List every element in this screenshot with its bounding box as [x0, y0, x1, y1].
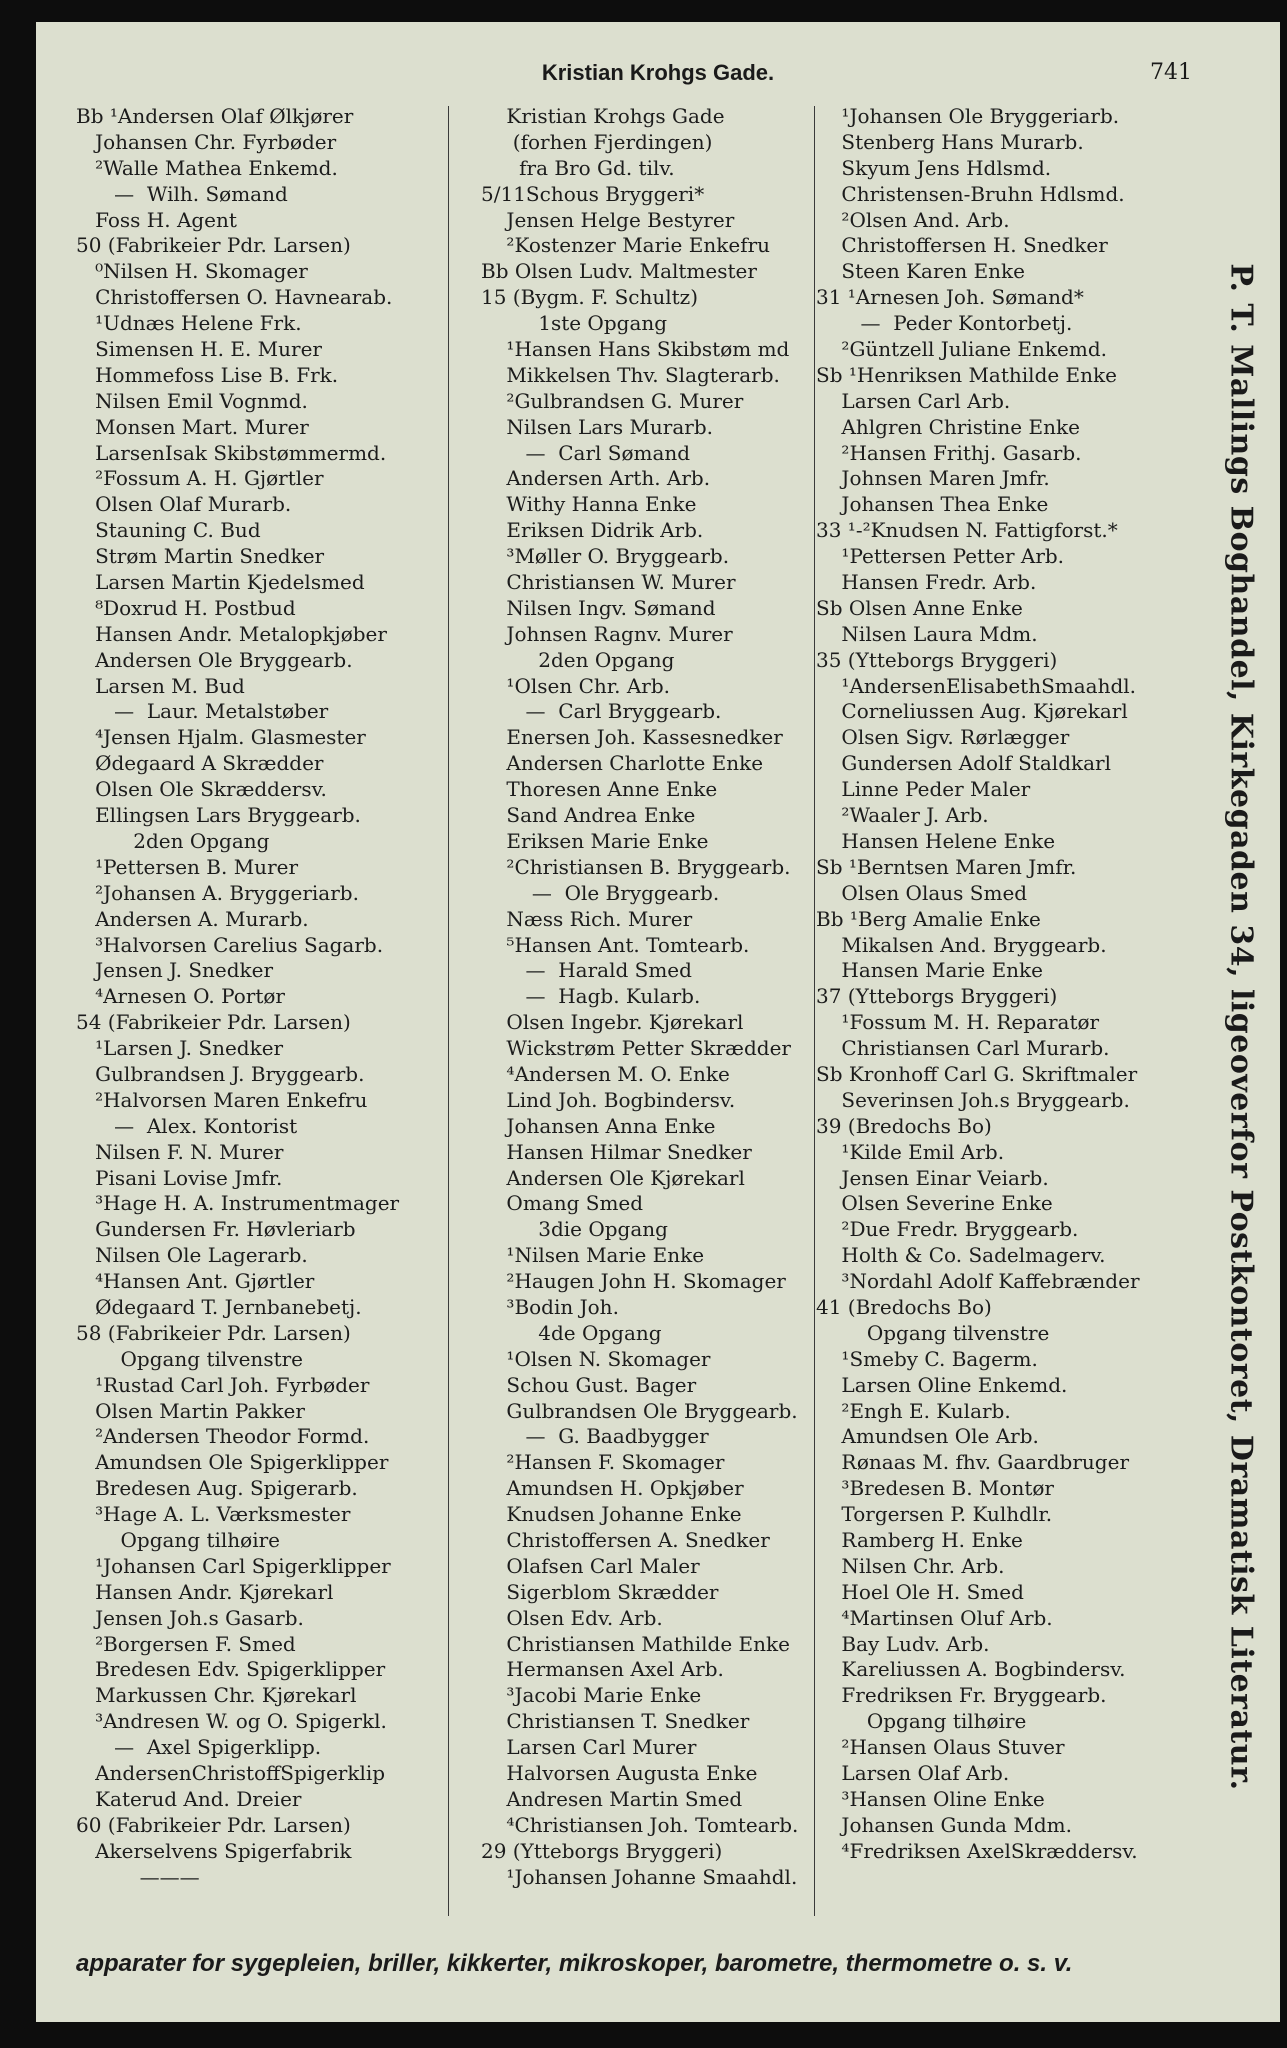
- directory-entry: ———: [76, 1864, 200, 1889]
- directory-entry: Ødegaard T. Jernbanebetj.: [76, 1294, 362, 1319]
- directory-entry: 54 (Fabrikeier Pdr. Larsen): [76, 1010, 351, 1035]
- directory-entry: Hommefoss Lise B. Frk.: [76, 362, 339, 387]
- directory-entry: Corneliussen Aug. Kjørekarl: [816, 699, 1128, 724]
- directory-entry: Withy Hanna Enke: [481, 492, 697, 517]
- directory-entry: Johansen Anna Enke: [481, 1113, 716, 1138]
- directory-entry: Johansen Gunda Mdm.: [816, 1812, 1072, 1837]
- directory-entry: ²Borgersen F. Smed: [76, 1631, 296, 1656]
- directory-entry: Enersen Joh. Kassesnedker: [481, 725, 783, 750]
- column-3: [816, 104, 1176, 1865]
- directory-entry: ¹AndersenElisabethSmaahdl.: [816, 673, 1137, 698]
- directory-entry: Christiansen W. Murer: [481, 570, 736, 595]
- directory-entry: Olsen Sigv. Rørlægger: [816, 725, 1070, 750]
- directory-entry: Halvorsen Augusta Enke: [481, 1761, 758, 1785]
- directory-entry: Jensen J. Snedker: [76, 958, 274, 983]
- directory-entry: — Laur. Metalstøber: [76, 699, 329, 724]
- directory-entry: ³Halvorsen Carelius Sagarb.: [76, 932, 384, 957]
- directory-entry: ¹Johansen Carl Spigerklipper: [76, 1553, 391, 1578]
- directory-entry: Amundsen H. Opkjøber: [481, 1476, 744, 1501]
- directory-entry: ¹Fossum M. H. Reparatør: [816, 1010, 1100, 1035]
- directory-entry: 35 (Ytteborgs Bryggeri): [816, 647, 1058, 672]
- directory-entry: ¹Rustad Carl Joh. Fyrbøder: [76, 1372, 370, 1397]
- directory-entry: 58 (Fabrikeier Pdr. Larsen): [76, 1320, 351, 1345]
- directory-entry: Sigerblom Skrædder: [481, 1579, 719, 1604]
- directory-entry: ¹Johansen Ole Bryggeriarb.: [816, 104, 1120, 128]
- directory-entry: Opgang tilhøire: [816, 1709, 1027, 1734]
- directory-entry: Hansen Andr. Kjørekarl: [76, 1579, 334, 1604]
- directory-entry: ²Hansen Olaus Stuver: [816, 1735, 1065, 1760]
- directory-entry: 2den Opgang: [481, 647, 675, 672]
- directory-entry: Bredesen Aug. Spigerarb.: [76, 1476, 358, 1501]
- directory-entry: Nilsen Chr. Arb.: [816, 1553, 1005, 1578]
- directory-entry: Bredesen Edv. Spigerklipper: [76, 1657, 386, 1682]
- directory-entry: Akerselvens Spigerfabrik: [76, 1838, 352, 1863]
- directory-entry: ⁴Martinsen Oluf Arb.: [816, 1605, 1053, 1630]
- directory-entry: Mikkelsen Thv. Slagterarb.: [481, 362, 780, 387]
- directory-entry: Gundersen Adolf Staldkarl: [816, 751, 1112, 776]
- directory-entry: ³Hage A. L. Værksmester: [76, 1502, 351, 1527]
- directory-entry: Pisani Lovise Jmfr.: [76, 1165, 283, 1190]
- page-number: 741: [1150, 60, 1192, 85]
- directory-entry: ³Hansen Oline Enke: [816, 1786, 1045, 1811]
- directory-entry: Bb ¹Berg Amalie Enke: [816, 906, 1041, 931]
- directory-entry: Johansen Chr. Fyrbøder: [76, 129, 337, 154]
- directory-entry: Hansen Hilmar Snedker: [481, 1139, 752, 1164]
- directory-entry: Monsen Mart. Murer: [76, 414, 309, 439]
- directory-entry: ¹Hansen Hans Skibstøm md: [481, 337, 790, 362]
- directory-entry: Nilsen Emil Vognmd.: [76, 388, 308, 413]
- directory-entry: Stenberg Hans Murarb.: [816, 129, 1084, 154]
- directory-entry: Ahlgren Christine Enke: [816, 414, 1080, 439]
- directory-entry: ⁴Hansen Ant. Gjørtler: [76, 1269, 315, 1294]
- directory-entry: Katerud And. Dreier: [76, 1786, 302, 1811]
- directory-entry: Gundersen Fr. Høvleriarb: [76, 1217, 356, 1242]
- directory-entry: Gulbrandsen Ole Bryggearb.: [481, 1398, 798, 1423]
- directory-entry: 60 (Fabrikeier Pdr. Larsen): [76, 1812, 351, 1837]
- directory-entry: ³Hage H. A. Instrumentmager: [76, 1191, 400, 1216]
- side-advertisement-text: P. T. Mallings Boghandel, Kirkegaden 34, ligeoverfor Postkontoret, Dramatisk Literatur.: [1223, 263, 1259, 1791]
- directory-entry: (forhen Fjerdingen): [481, 129, 713, 154]
- directory-entry: ²Johansen A. Bryggeriarb.: [76, 880, 359, 905]
- directory-entry: Christiansen T. Snedker: [481, 1709, 750, 1734]
- directory-entry: — Peder Kontorbetj.: [816, 311, 1073, 336]
- directory-entry: AndersenChristoffSpigerklip: [76, 1761, 386, 1785]
- directory-entry: Hansen Marie Enke: [816, 958, 1044, 983]
- directory-entry: — Axel Spigerklipp.: [76, 1735, 322, 1760]
- directory-entry: Christiansen Mathilde Enke: [481, 1631, 790, 1656]
- directory-entry: Strøm Martin Snedker: [76, 544, 325, 569]
- directory-entry: Nilsen Ingv. Sømand: [481, 595, 716, 620]
- directory-entry: ²Engh E. Kularb.: [816, 1398, 1011, 1423]
- page-title: Kristian Krohgs Gade.: [541, 60, 775, 85]
- directory-entry: ⁰Nilsen H. Skomager: [76, 259, 308, 284]
- directory-entry: ²Christiansen B. Bryggearb.: [481, 854, 791, 879]
- directory-entry: Lind Joh. Bogbindersv.: [481, 1087, 736, 1112]
- directory-entry: Andersen Ole Bryggearb.: [76, 647, 353, 672]
- directory-entry: — Alex. Kontorist: [76, 1113, 298, 1138]
- directory-entry: Olsen Olaus Smed: [816, 880, 1028, 905]
- directory-entry: fra Bro Gd. tilv.: [481, 155, 675, 180]
- directory-entry: Thoresen Anne Enke: [481, 777, 718, 802]
- directory-entry: ¹Kilde Emil Arb.: [816, 1139, 1005, 1164]
- directory-entry: ²Andersen Theodor Formd.: [76, 1424, 370, 1449]
- directory-entry: 41 (Bredochs Bo): [816, 1294, 992, 1319]
- directory-entry: ²Kostenzer Marie Enkefru: [481, 233, 771, 258]
- directory-entry: ¹Olsen N. Skomager: [481, 1346, 711, 1371]
- directory-entry: — Carl Sømand: [481, 440, 691, 465]
- directory-entry: Sb Kronhoff Carl G. Skriftmaler: [816, 1061, 1138, 1086]
- directory-entry: ¹Pettersen Petter Arb.: [816, 544, 1065, 569]
- directory-entry: ²Olsen And. Arb.: [816, 207, 1010, 232]
- directory-entry: Olsen Severine Enke: [816, 1191, 1053, 1216]
- footer-advertisement: apparater for sygepleien, briller, kikkerter, mikroskoper, barometre, thermometre o. s. v.: [76, 1950, 1073, 1977]
- directory-entry: Simensen H. E. Murer: [76, 337, 322, 362]
- directory-entry: 15 (Bygm. F. Schultz): [481, 285, 699, 310]
- directory-entry: 31 ¹Arnesen Joh. Sømand*: [816, 285, 1084, 310]
- directory-entry: ²Due Fredr. Bryggearb.: [816, 1217, 1079, 1242]
- directory-entry: ¹Nilsen Marie Enke: [481, 1243, 705, 1268]
- directory-entry: — Carl Bryggearb.: [481, 699, 722, 724]
- directory-entry: Nilsen Lars Murarb.: [481, 414, 714, 439]
- directory-entry: — Ole Bryggearb.: [481, 880, 720, 905]
- directory-entry: ³Andresen W. og O. Spigerkl.: [76, 1709, 387, 1734]
- directory-entry: Eriksen Didrik Arb.: [481, 518, 704, 543]
- directory-entry: Stauning C. Bud: [76, 518, 261, 543]
- directory-entry: Larsen Carl Murer: [481, 1735, 697, 1760]
- directory-entry: Rønaas M. fhv. Gaardbruger: [816, 1450, 1129, 1475]
- directory-entry: Steen Karen Enke: [816, 259, 1026, 284]
- directory-entry: ⁸Doxrud H. Postbud: [76, 595, 296, 620]
- directory-entry: ²Gulbrandsen G. Murer: [481, 388, 744, 413]
- directory-entry: ³Jacobi Marie Enke: [481, 1683, 702, 1708]
- directory-entry: Olsen Edv. Arb.: [481, 1605, 663, 1630]
- directory-entry: Sand Andrea Enke: [481, 803, 696, 828]
- directory-entry: ¹Pettersen B. Murer: [76, 854, 299, 879]
- directory-entry: Olsen Ole Skræddersv.: [76, 777, 327, 802]
- directory-entry: Hansen Andr. Metalopkjøber: [76, 621, 387, 646]
- directory-entry: Christensen-Bruhn Hdlsmd.: [816, 181, 1125, 206]
- directory-entry: Fredriksen Fr. Bryggearb.: [816, 1683, 1107, 1708]
- directory-entry: Holth & Co. Sadelmagerv.: [816, 1243, 1106, 1268]
- directory-entry: Torgersen P. Kulhdlr.: [816, 1502, 1053, 1527]
- directory-entry: ²Fossum A. H. Gjørtler: [76, 466, 324, 491]
- directory-entry: ²Hansen F. Skomager: [481, 1450, 725, 1475]
- directory-entry: Mikalsen And. Bryggearb.: [816, 932, 1107, 957]
- directory-entry: Sb ¹Henriksen Mathilde Enke: [816, 362, 1117, 387]
- directory-entry: Larsen Martin Kjedelsmed: [76, 570, 365, 595]
- directory-entry: ²Güntzell Juliane Enkemd.: [816, 337, 1107, 362]
- directory-entry: ²Halvorsen Maren Enkefru: [76, 1087, 368, 1112]
- directory-entry: 5/11Schous Bryggeri*: [481, 181, 705, 206]
- directory-entry: Markussen Chr. Kjørekarl: [76, 1683, 357, 1708]
- directory-entry: Ramberg H. Enke: [816, 1527, 1023, 1552]
- directory-entry: ¹Olsen Chr. Arb.: [481, 673, 671, 698]
- directory-entry: Andersen Charlotte Enke: [481, 751, 764, 776]
- column-1: [76, 104, 436, 1890]
- directory-entry: ¹Larsen J. Snedker: [76, 1036, 284, 1061]
- directory-entry: Hoel Ole H. Smed: [816, 1579, 1024, 1604]
- directory-entry: Skyum Jens Hdlsmd.: [816, 155, 1052, 180]
- directory-entry: ³Bodin Joh.: [481, 1294, 619, 1319]
- directory-entry: Jensen Joh.s Gasarb.: [76, 1605, 304, 1630]
- directory-entry: Christiansen Carl Murarb.: [816, 1036, 1110, 1061]
- directory-entry: Olafsen Carl Maler: [481, 1553, 700, 1578]
- directory-entry: — Harald Smed: [481, 958, 692, 983]
- directory-entry: Næss Rich. Murer: [481, 906, 693, 931]
- directory-entry: Gulbrandsen J. Bryggearb.: [76, 1061, 365, 1086]
- directory-entry: Larsen Olaf Arb.: [816, 1761, 1010, 1785]
- directory-entry: Hansen Helene Enke: [816, 828, 1056, 853]
- directory-entry: Johnsen Ragnv. Murer: [481, 621, 733, 646]
- directory-entry: Kareliussen A. Bogbindersv.: [816, 1657, 1126, 1682]
- directory-entry: Andresen Martin Smed: [481, 1786, 743, 1811]
- directory-entry: Schou Gust. Bager: [481, 1372, 697, 1397]
- directory-entry: Olsen Ingebr. Kjørekarl: [481, 1010, 744, 1035]
- directory-entry: ⁴Jensen Hjalm. Glasmester: [76, 725, 366, 750]
- directory-entry: ⁴Andersen M. O. Enke: [481, 1061, 730, 1086]
- directory-entry: 3die Opgang: [481, 1217, 668, 1242]
- directory-entry: ¹Johansen Johanne Smaahdl.: [481, 1864, 798, 1889]
- directory-entry: Severinsen Joh.s Bryggearb.: [816, 1087, 1130, 1112]
- directory-entry: Amundsen Ole Arb.: [816, 1424, 1039, 1449]
- directory-entry: — Hagb. Kularb.: [481, 984, 701, 1009]
- directory-entry: Olsen Martin Pakker: [76, 1398, 305, 1423]
- directory-page: [36, 22, 1280, 2022]
- directory-entry: Hansen Fredr. Arb.: [816, 570, 1037, 595]
- directory-entry: Nilsen Ole Lagerarb.: [76, 1243, 308, 1268]
- directory-entry: Opgang tilvenstre: [816, 1320, 1050, 1345]
- directory-entry: Bb ¹Andersen Olaf Ølkjører: [76, 104, 354, 128]
- directory-entry: Linne Peder Maler: [816, 777, 1031, 802]
- directory-entry: ²Walle Mathea Enkemd.: [76, 155, 338, 180]
- directory-entry: 50 (Fabrikeier Pdr. Larsen): [76, 233, 351, 258]
- directory-entry: ²Waaler J. Arb.: [816, 803, 989, 828]
- directory-entry: LarsenIsak Skibstømmermd.: [76, 440, 387, 465]
- side-advertisement: [1211, 142, 1271, 1912]
- directory-entry: Wickstrøm Petter Skrædder: [481, 1036, 791, 1061]
- directory-entry: Christoffersen A. Snedker: [481, 1527, 770, 1552]
- directory-entry: Eriksen Marie Enke: [481, 828, 709, 853]
- directory-entry: Bay Ludv. Arb.: [816, 1631, 990, 1656]
- directory-entry: Ødegaard A Skrædder: [76, 751, 324, 776]
- directory-entry: Larsen Oline Enkemd.: [816, 1372, 1068, 1397]
- directory-entry: 4de Opgang: [481, 1320, 662, 1345]
- directory-entry: Nilsen F. N. Murer: [76, 1139, 284, 1164]
- directory-entry: ⁴Fredriksen AxelSkræddersv.: [816, 1838, 1138, 1863]
- column-divider: [448, 106, 449, 1916]
- directory-entry: Kristian Krohgs Gade: [481, 104, 725, 128]
- directory-entry: Andersen Ole Kjørekarl: [481, 1165, 745, 1190]
- directory-entry: Johnsen Maren Jmfr.: [816, 466, 1050, 491]
- directory-entry: Johansen Thea Enke: [816, 492, 1049, 517]
- directory-entry: — G. Baadbygger: [481, 1424, 709, 1449]
- directory-entry: — Wilh. Sømand: [76, 181, 288, 206]
- directory-entry: ²Haugen John H. Skomager: [481, 1269, 786, 1294]
- directory-entry: 37 (Ytteborgs Bryggeri): [816, 984, 1058, 1009]
- directory-entry: ¹Udnæs Helene Frk.: [76, 311, 302, 336]
- directory-entry: Andersen Arth. Arb.: [481, 466, 711, 491]
- directory-entry: 33 ¹-²Knudsen N. Fattigforst.*: [816, 518, 1118, 543]
- directory-entry: 1ste Opgang: [481, 311, 668, 336]
- directory-entry: 2den Opgang: [76, 828, 270, 853]
- directory-entry: ⁵Hansen Ant. Tomtearb.: [481, 932, 750, 957]
- directory-entry: Larsen Carl Arb.: [816, 388, 1011, 413]
- directory-entry: ²Hansen Frithj. Gasarb.: [816, 440, 1082, 465]
- column-2: [481, 104, 841, 1890]
- directory-entry: Omang Smed: [481, 1191, 644, 1216]
- directory-entry: Amundsen Ole Spigerklipper: [76, 1450, 389, 1475]
- directory-entry: Sb Olsen Anne Enke: [816, 595, 1023, 620]
- directory-entry: Hermansen Axel Arb.: [481, 1657, 724, 1682]
- directory-entry: Knudsen Johanne Enke: [481, 1502, 742, 1527]
- directory-entry: 39 (Bredochs Bo): [816, 1113, 992, 1138]
- directory-entry: Sb ¹Berntsen Maren Jmfr.: [816, 854, 1077, 879]
- directory-entry: ⁴Arnesen O. Portør: [76, 984, 285, 1009]
- directory-entry: Larsen M. Bud: [76, 673, 245, 698]
- directory-entry: Andersen A. Murarb.: [76, 906, 309, 931]
- directory-entry: ⁴Christiansen Joh. Tomtearb.: [481, 1812, 799, 1837]
- directory-entry: Christoffersen O. Havnearab.: [76, 285, 393, 310]
- directory-entry: Foss H. Agent: [76, 207, 237, 232]
- directory-entry: Nilsen Laura Mdm.: [816, 621, 1038, 646]
- directory-entry: Opgang tilhøire: [76, 1527, 281, 1552]
- directory-entry: ³Nordahl Adolf Kaffebrænder: [816, 1269, 1140, 1294]
- directory-entry: Ellingsen Lars Bryggearb.: [76, 803, 361, 828]
- directory-entry: ¹Smeby C. Bagerm.: [816, 1346, 1038, 1371]
- directory-entry: Jensen Helge Bestyrer: [481, 207, 735, 232]
- directory-entry: Bb Olsen Ludv. Maltmester: [481, 259, 757, 284]
- directory-entry: 29 (Ytteborgs Bryggeri): [481, 1838, 723, 1863]
- directory-entry: Jensen Einar Veiarb.: [816, 1165, 1049, 1190]
- directory-entry: ³Møller O. Bryggearb.: [481, 544, 730, 569]
- directory-entry: Opgang tilvenstre: [76, 1346, 304, 1371]
- directory-entry: Christoffersen H. Snedker: [816, 233, 1108, 258]
- directory-entry: Olsen Olaf Murarb.: [76, 492, 292, 517]
- directory-entry: ³Bredesen B. Montør: [816, 1476, 1054, 1501]
